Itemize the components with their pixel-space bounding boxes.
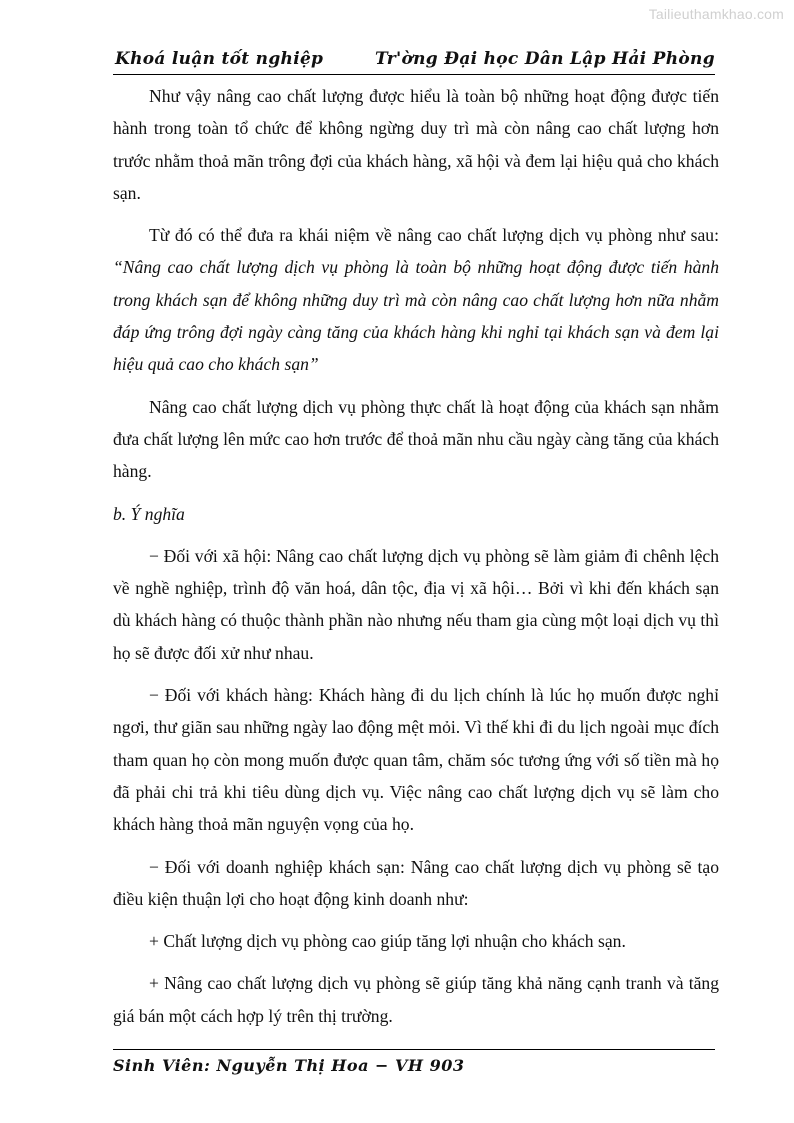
definition-quote: “Nâng cao chất lượng dịch vụ phòng là toàn bộ những hoạt động được tiến hành trong khách sạn để không những duy trì mà còn nâng cao chất lượng hơn nữa nhằm đáp ứng trông đợi ngày càng tăng của khách hàng khi nghỉ tại khách sạn và đem lại hiệu quả cao cho khách sạn” xyxy=(113,257,719,375)
header-right: Tr'ờng Đại học Dân Lập Hải Phòng xyxy=(375,49,715,69)
section-heading: b. Ý nghĩa xyxy=(113,503,185,524)
page-header xyxy=(113,46,715,75)
plus-item: + Chất lượng dịch vụ phòng cao giúp tăng lợi nhuận cho khách sạn. xyxy=(149,931,626,952)
page-body xyxy=(113,80,719,1042)
watermark: Tailieuthamkhao.com xyxy=(648,6,784,22)
plus-item: + Nâng cao chất lượng dịch vụ phòng sẽ giúp tăng khả năng cạnh tranh và tăng giá bán một cách hợp lý trên thị trường. xyxy=(113,973,719,1026)
paragraph: Như vậy nâng cao chất lượng được hiểu là toàn bộ những hoạt động được tiến hành trong toàn tổ chức để không ngừng duy trì mà còn nâng cao chất lượng hơn trước nhằm thoả mãn trông đợi của khách hàng, xã hội và đem lại hiệu quả cho khách sạn. xyxy=(113,86,719,203)
definition-lead: Từ đó có thể đưa ra khái niệm về nâng cao chất lượng dịch vụ phòng như sau: xyxy=(149,225,719,246)
dash-item-customers: − Đối với khách hàng: Khách hàng đi du lịch chính là lúc họ muốn được nghỉ ngơi, thư giãn sau những ngày lao động mệt mỏi. Vì thế khi đi du lịch ngoài mục đích tham quan họ còn mong muốn được quan tâm, chăm sóc tương ứng với số tiền mà họ đã phải chi trả khi tiêu dùng dịch vụ. Việc nâng cao chất lượng dịch vụ sẽ làm cho khách hàng thoả mãn nguyện vọng của họ. xyxy=(113,685,719,835)
paragraph: Nâng cao chất lượng dịch vụ phòng thực chất là hoạt động của khách sạn nhằm đưa chất lượng lên mức cao hơn trước để thoả mãn nhu cầu ngày càng tăng của khách hàng. xyxy=(113,396,719,482)
page-footer xyxy=(113,1049,715,1075)
dash-item-business: − Đối với doanh nghiệp khách sạn: Nâng cao chất lượng dịch vụ phòng sẽ tạo điều kiện thuận lợi cho hoạt động kinh doanh như: xyxy=(113,856,719,909)
definition-paragraph xyxy=(113,219,719,380)
footer-author: Sinh Viên: Nguyễn Thị Hoa − VH 903 xyxy=(113,1056,465,1075)
header-left: Khoá luận tốt nghiệp xyxy=(115,49,324,69)
dash-item-society: − Đối với xã hội: Nâng cao chất lượng dịch vụ phòng sẽ làm giảm đi chênh lệch về nghề nghiệp, trình độ văn hoá, dân tộc, địa vị xã hội… Bởi vì khi đến khách sạn dù khách hàng có thuộc thành phần nào nhưng nếu tham gia cùng một loại dịch vụ thì họ sẽ được đối xử như nhau. xyxy=(113,545,719,663)
